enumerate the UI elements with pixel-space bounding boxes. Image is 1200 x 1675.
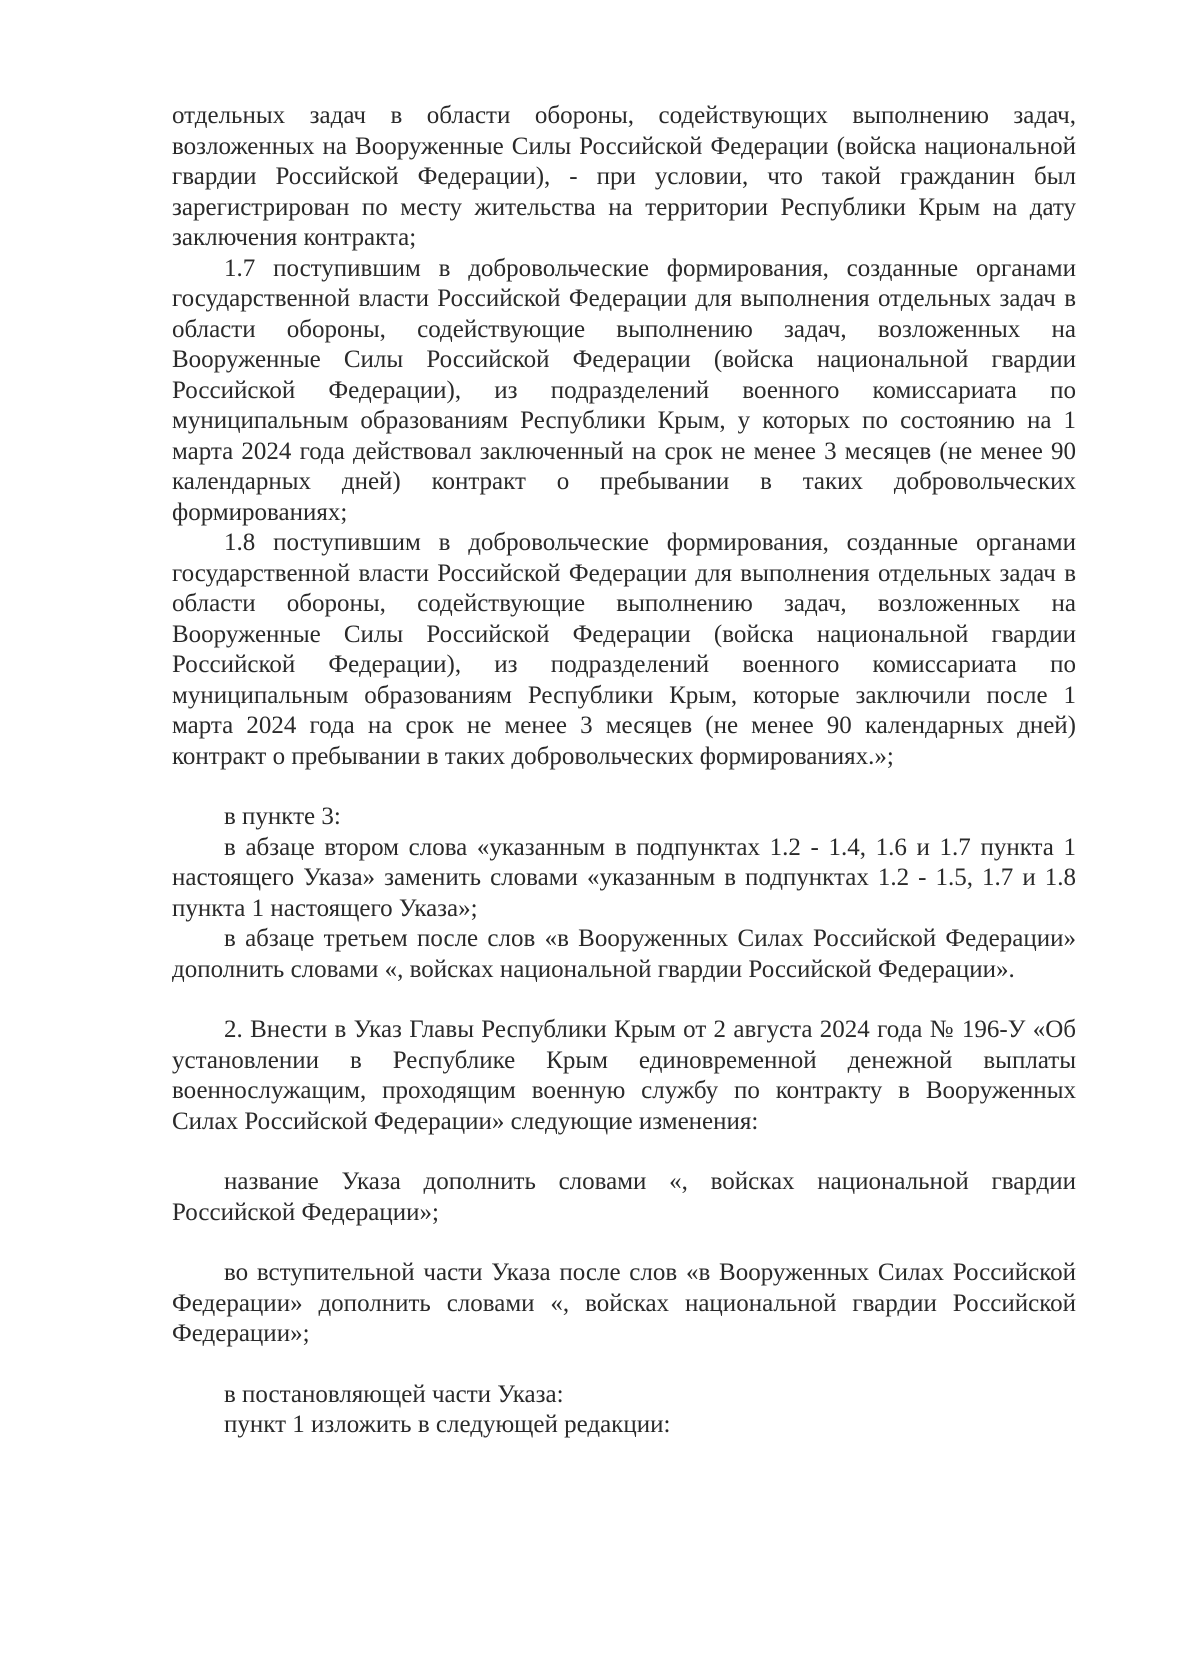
- document-body: [172, 101, 1076, 1441]
- paragraph-point-3: в пункте 3:: [224, 803, 341, 830]
- paragraph-title-change: название Указа дополнить словами «, войсках национальной гвардии Российской Федерации»;: [172, 1168, 1076, 1226]
- spacer: [172, 1350, 1076, 1380]
- paragraph-point-1-redaction: пункт 1 изложить в следующей редакции:: [224, 1411, 671, 1438]
- paragraph-intro-change: во вступительной части Указа после слов «в Вооруженных Силах Российской Федерации» дополнить словами «, войсках национальной гвардии Российской Федерации»;: [172, 1259, 1076, 1347]
- spacer: [172, 985, 1076, 1015]
- spacer: [172, 772, 1076, 802]
- paragraph-section-2: 2. Внести в Указ Главы Республики Крым от 2 августа 2024 года № 196-У «Об установлении в Республике Крым единовременной денежной выплаты военнослужащим, проходящим военную службу по контракту в Вооруженных Силах Российской Федерации» следующие изменения:: [172, 1016, 1076, 1135]
- paragraph-item-1-8: 1.8 поступившим в добровольческие формирования, созданные органами государственной власти Российской Федерации для выполнения отдельных задач в области обороны, содействующие выполнению задач, возложенных на Вооруженные Силы Российской Федерации (войска национальной гвардии Российской Федерации), из подразделений военного комиссариата по муниципальным образованиям Республики Крым, которые заключили после 1 марта 2024 года на срок не менее 3 месяцев (не менее 90 календарных дней) контракт о пребывании в таких добровольческих формированиях.»;: [172, 529, 1076, 770]
- paragraph-continuation: отдельных задач в области обороны, содействующих выполнению задач, возложенных на Вооруженные Силы Российской Федерации (войска национальной гвардии Российской Федерации), - при условии, что такой гражданин был зарегистрирован по месту жительства на территории Республики Крым на дату заключения контракта;: [172, 102, 1076, 251]
- paragraph-item-1-7: 1.7 поступившим в добровольческие формирования, созданные органами государственной власти Российской Федерации для выполнения отдельных задач в области обороны, содействующие выполнению задач, возложенных на Вооруженные Силы Российской Федерации (войска национальной гвардии Российской Федерации), из подразделений военного комиссариата по муниципальным образованиям Республики Крым, у которых по состоянию на 1 марта 2024 года действовал заключенный на срок не менее 3 месяцев (не менее 90 календарных дней) контракт о пребывании в таких добровольческих формированиях;: [172, 254, 1076, 526]
- paragraph-abzac-3: в абзаце третьем после слов «в Вооруженных Силах Российской Федерации» дополнить словами «, войсках национальной гвардии Российской Федерации».: [172, 925, 1076, 983]
- paragraph-abzac-2: в абзаце втором слова «указанным в подпунктах 1.2 - 1.4, 1.6 и 1.7 пункта 1 настоящего Указа» заменить словами «указанным в подпунктах 1.2 - 1.5, 1.7 и 1.8 пункта 1 настоящего Указа»;: [172, 833, 1076, 922]
- spacer: [172, 1137, 1076, 1167]
- paragraph-operative-part: в постановляющей части Указа:: [224, 1380, 564, 1408]
- spacer: [172, 1228, 1076, 1258]
